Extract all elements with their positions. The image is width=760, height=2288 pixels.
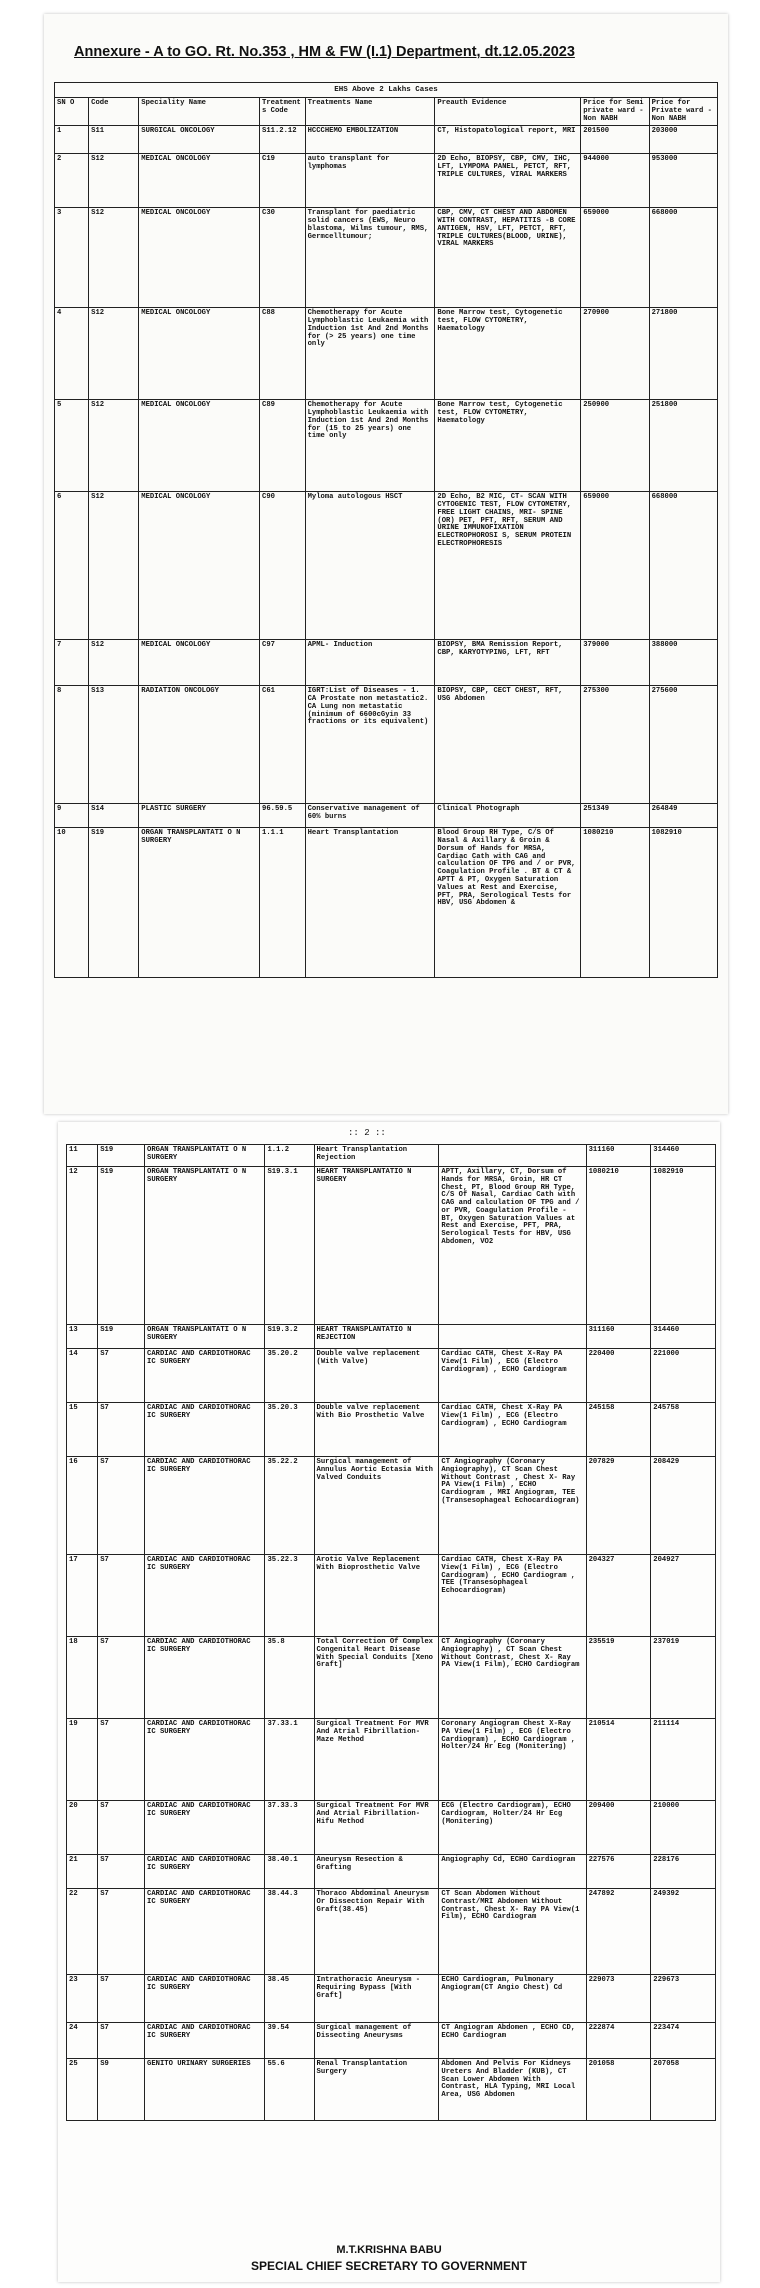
- code-cell: S7: [98, 1637, 145, 1719]
- code-cell: S7: [98, 1555, 145, 1637]
- price-private-cell: 275600: [649, 686, 717, 804]
- speciality-cell: CARDIAC AND CARDIOTHORAC IC SURGERY: [145, 1889, 265, 1975]
- preauth-evidence-cell: Cardiac CATH, Chest X-Ray PA View(1 Film) , ECG (Electro Cardiogram) , ECHO Cardiogram , TEE (Transesophageal Echocardiogram): [439, 1555, 586, 1637]
- ehs-cases-table-page-1: [54, 82, 718, 978]
- ehs-cases-table-page-2: [66, 1144, 716, 2121]
- table-body: [67, 1145, 716, 2121]
- code-cell: S12: [89, 640, 139, 686]
- sno-cell: 21: [67, 1855, 98, 1889]
- price-semi-private-cell: 250900: [581, 400, 649, 492]
- price-private-cell: 388000: [649, 640, 717, 686]
- speciality-cell: CARDIAC AND CARDIOTHORAC IC SURGERY: [145, 2023, 265, 2059]
- price-semi-private-cell: 210514: [586, 1719, 651, 1801]
- price-private-cell: 221000: [651, 1349, 716, 1403]
- treatment-name-cell: Surgical Treatment For MVR And Atrial Fibrillation- Hifu Method: [314, 1801, 439, 1855]
- column-header-preauth-evidence: Preauth Evidence: [435, 98, 581, 126]
- treatment-code-cell: C97: [260, 640, 306, 686]
- treatment-name-cell: auto transplant for lymphomas: [305, 154, 435, 208]
- table-row: [67, 1555, 716, 1637]
- table-row: [67, 1403, 716, 1457]
- table-row: [55, 154, 718, 208]
- treatment-name-cell: HCCCHEMO EMBOLIZATION: [305, 126, 435, 154]
- code-cell: S7: [98, 1457, 145, 1555]
- table-row: [67, 1719, 716, 1801]
- code-cell: S11: [89, 126, 139, 154]
- treatment-name-cell: Transplant for paediatric solid cancers (EWS, Neuro blastoma, Wilms tumour, RMS, Germcelltumour;: [305, 208, 435, 308]
- table-row: [67, 1637, 716, 1719]
- treatment-name-cell: HEART TRANSPLANTATIO N SURGERY: [314, 1167, 439, 1325]
- table-row: [67, 1975, 716, 2023]
- signatory-title: SPECIAL CHIEF SECRETARY TO GOVERNMENT: [250, 2259, 528, 2273]
- price-private-cell: 314460: [651, 1325, 716, 1349]
- sno-cell: 2: [55, 154, 89, 208]
- preauth-evidence-cell: Cardiac CATH, Chest X-Ray PA View(1 Film) , ECG (Electro Cardiogram) , ECHO Cardiogram: [439, 1349, 586, 1403]
- speciality-cell: MEDICAL ONCOLOGY: [139, 154, 260, 208]
- sno-cell: 16: [67, 1457, 98, 1555]
- price-semi-private-cell: 311160: [586, 1325, 651, 1349]
- price-private-cell: 249392: [651, 1889, 716, 1975]
- speciality-cell: CARDIAC AND CARDIOTHORAC IC SURGERY: [145, 1349, 265, 1403]
- annexure-heading: Annexure - A to GO. Rt. No.353 , HM & FW (I.1) Department, dt.12.05.2023: [74, 44, 575, 60]
- treatment-code-cell: C19: [260, 154, 306, 208]
- speciality-cell: MEDICAL ONCOLOGY: [139, 640, 260, 686]
- price-semi-private-cell: 659000: [581, 208, 649, 308]
- speciality-cell: MEDICAL ONCOLOGY: [139, 400, 260, 492]
- table-row: [67, 1167, 716, 1325]
- table-row: [67, 2059, 716, 2121]
- speciality-cell: CARDIAC AND CARDIOTHORAC IC SURGERY: [145, 1801, 265, 1855]
- preauth-evidence-cell: CBP, CMV, CT CHEST AND ABDOMEN WITH CONTRAST, HEPATITIS -B CORE ANTIGEN, HSV, LFT, PETCT, RFT, TRIPLE CULTURES(BLOOD, URINE), VIRAL MARKERS: [435, 208, 581, 308]
- sno-cell: 3: [55, 208, 89, 308]
- preauth-evidence-cell: BIOPSY, BMA Remission Report, CBP, KARYOTYPING, LFT, RFT: [435, 640, 581, 686]
- treatment-code-cell: 35.8: [265, 1637, 314, 1719]
- price-semi-private-cell: 209400: [586, 1801, 651, 1855]
- speciality-cell: CARDIAC AND CARDIOTHORAC IC SURGERY: [145, 1637, 265, 1719]
- preauth-evidence-cell: Cardiac CATH, Chest X-Ray PA View(1 Film) , ECG (Electro Cardiogram) , ECHO Cardiogram: [439, 1403, 586, 1457]
- price-private-cell: 264849: [649, 804, 717, 828]
- treatment-name-cell: Thoraco Abdominal Aneurysm Or Dissection Repair With Graft(38.45): [314, 1889, 439, 1975]
- sno-cell: 23: [67, 1975, 98, 2023]
- table-row: [67, 1801, 716, 1855]
- price-semi-private-cell: 251349: [581, 804, 649, 828]
- price-private-cell: 245758: [651, 1403, 716, 1457]
- price-private-cell: 271800: [649, 308, 717, 400]
- price-semi-private-cell: 270900: [581, 308, 649, 400]
- preauth-evidence-cell: Bone Marrow test, Cytogenetic test, FLOW CYTOMETRY, Haematology: [435, 308, 581, 400]
- table-header-row: [55, 98, 718, 126]
- treatment-name-cell: HEART TRANSPLANTATIO N REJECTION: [314, 1325, 439, 1349]
- treatment-code-cell: S11.2.12: [260, 126, 306, 154]
- price-semi-private-cell: 275300: [581, 686, 649, 804]
- price-private-cell: 210000: [651, 1801, 716, 1855]
- speciality-cell: CARDIAC AND CARDIOTHORAC IC SURGERY: [145, 1403, 265, 1457]
- preauth-evidence-cell: APTT, Axillary, CT, Dorsum of Hands for MRSA, Groin, HR CT Chest, PT, Blood Group RH Type, C/S Of Nasal, Cardiac Cath with CAG and calculation OF TPG and / or PVR, Coagulation Profile - BT, Oxygen Saturation Values at Rest and Exercise, PFT, PRA, Serological Tests for HBV, USG Abdomen, VO2: [439, 1167, 586, 1325]
- table-row: [55, 492, 718, 640]
- speciality-cell: SURGICAL ONCOLOGY: [139, 126, 260, 154]
- sno-cell: 6: [55, 492, 89, 640]
- treatment-name-cell: Chemotherapy for Acute Lymphoblastic Leukaemia with Induction 1st And 2nd Months for (> 25 years) one time only: [305, 308, 435, 400]
- treatment-code-cell: 35.22.2: [265, 1457, 314, 1555]
- code-cell: S7: [98, 1719, 145, 1801]
- treatment-name-cell: Aneurysm Resection & Grafting: [314, 1855, 439, 1889]
- price-private-cell: 229673: [651, 1975, 716, 2023]
- treatment-name-cell: Intrathoracic Aneurysm - Requiring Bypass [With Graft]: [314, 1975, 439, 2023]
- price-semi-private-cell: 1080210: [581, 828, 649, 978]
- price-private-cell: 208429: [651, 1457, 716, 1555]
- sno-cell: 10: [55, 828, 89, 978]
- price-private-cell: 204927: [651, 1555, 716, 1637]
- price-private-cell: 237019: [651, 1637, 716, 1719]
- price-private-cell: 251800: [649, 400, 717, 492]
- code-cell: S7: [98, 1889, 145, 1975]
- sno-cell: 19: [67, 1719, 98, 1801]
- treatment-name-cell: Surgical Treatment For MVR And Atrial Fibrillation- Maze Method: [314, 1719, 439, 1801]
- code-cell: S13: [89, 686, 139, 804]
- document-page-1: [44, 14, 728, 1114]
- speciality-cell: ORGAN TRANSPLANTATI O N SURGERY: [145, 1145, 265, 1167]
- treatment-code-cell: 35.20.3: [265, 1403, 314, 1457]
- price-semi-private-cell: 222874: [586, 2023, 651, 2059]
- sno-cell: 8: [55, 686, 89, 804]
- price-semi-private-cell: 659000: [581, 492, 649, 640]
- preauth-evidence-cell: Clinical Photograph: [435, 804, 581, 828]
- table-row: [67, 1349, 716, 1403]
- table-row: [55, 308, 718, 400]
- speciality-cell: RADIATION ONCOLOGY: [139, 686, 260, 804]
- treatment-name-cell: Chemotherapy for Acute Lymphoblastic Leukaemia with Induction 1st And 2nd Months for (15 to 25 years) one time only: [305, 400, 435, 492]
- treatment-name-cell: Arotic Valve Replacement With Bioprosthetic Valve: [314, 1555, 439, 1637]
- treatment-code-cell: 35.20.2: [265, 1349, 314, 1403]
- speciality-cell: CARDIAC AND CARDIOTHORAC IC SURGERY: [145, 1457, 265, 1555]
- preauth-evidence-cell: ECHO Cardiogram, Pulmonary Angiogram(CT Angio Chest) Cd: [439, 1975, 586, 2023]
- price-semi-private-cell: 944000: [581, 154, 649, 208]
- column-header-treatment-name: Treatments Name: [305, 98, 435, 126]
- sno-cell: 9: [55, 804, 89, 828]
- table-row: [67, 1145, 716, 1167]
- price-private-cell: 668000: [649, 208, 717, 308]
- treatment-name-cell: Double valve replacement (With Valve): [314, 1349, 439, 1403]
- treatment-code-cell: C88: [260, 308, 306, 400]
- code-cell: S12: [89, 154, 139, 208]
- sno-cell: 18: [67, 1637, 98, 1719]
- table-row: [55, 208, 718, 308]
- table-row: [67, 1855, 716, 1889]
- treatment-name-cell: APML- Induction: [305, 640, 435, 686]
- sno-cell: 24: [67, 2023, 98, 2059]
- code-cell: S19: [98, 1145, 145, 1167]
- speciality-cell: GENITO URINARY SURGERIES: [145, 2059, 265, 2121]
- price-private-cell: 1082910: [649, 828, 717, 978]
- sno-cell: 17: [67, 1555, 98, 1637]
- table-row: [55, 686, 718, 804]
- code-cell: S7: [98, 1403, 145, 1457]
- treatment-code-cell: C89: [260, 400, 306, 492]
- code-cell: S19: [98, 1325, 145, 1349]
- sno-cell: 11: [67, 1145, 98, 1167]
- column-header-price-private: Price for Private ward - Non NABH: [649, 98, 717, 126]
- speciality-cell: ORGAN TRANSPLANTATI O N SURGERY: [145, 1325, 265, 1349]
- preauth-evidence-cell: CT Angiography (Coronary Angiography) , CT Scan Chest Without Contrast, Chest X- Ray PA View(1 Film), ECHO Cardiogram: [439, 1637, 586, 1719]
- treatment-code-cell: 39.54: [265, 2023, 314, 2059]
- preauth-evidence-cell: [439, 1325, 586, 1349]
- treatment-name-cell: IGRT:List of Diseases - 1. CA Prostate non metastatic2. CA Lung non metastatic (minimum of 6600cGyin 33 fractions or its equivalent): [305, 686, 435, 804]
- code-cell: S7: [98, 1801, 145, 1855]
- treatment-code-cell: S19.3.1: [265, 1167, 314, 1325]
- price-private-cell: 953000: [649, 154, 717, 208]
- table-row: [67, 1325, 716, 1349]
- price-semi-private-cell: 220400: [586, 1349, 651, 1403]
- treatment-code-cell: 55.6: [265, 2059, 314, 2121]
- treatment-name-cell: Double valve replacement With Bio Prosthetic Valve: [314, 1403, 439, 1457]
- price-semi-private-cell: 1080210: [586, 1167, 651, 1325]
- price-private-cell: 668000: [649, 492, 717, 640]
- preauth-evidence-cell: Blood Group RH Type, C/S Of Nasal & Axillary & Groin & Dorsum of Hands for MRSA, Cardiac Cath with CAG and calculation OF TPG and / or PVR, Coagulation Profile . BT & CT & APTT & PT, Oxygen Saturation Values at Rest and Exercise, PFT, PRA, Serological Tests for HBV, USG Abdomen &: [435, 828, 581, 978]
- treatment-code-cell: 35.22.3: [265, 1555, 314, 1637]
- price-semi-private-cell: 235519: [586, 1637, 651, 1719]
- price-semi-private-cell: 245158: [586, 1403, 651, 1457]
- preauth-evidence-cell: 2D Echo, B2 MIC, CT- SCAN WITH CYTOGENIC TEST, FLOW CYTOMETRY, FREE LIGHT CHAINS, MRI- SPINE (OR) PET, PFT, RFT, SERUM AND URINE IMMUNOFIXATION ELECTROPHOROSI S, SERUM PROTEIN ELECTROPHORESIS: [435, 492, 581, 640]
- treatment-name-cell: Surgical management of Dissecting Aneurysms: [314, 2023, 439, 2059]
- preauth-evidence-cell: CT, Histopatological report, MRI: [435, 126, 581, 154]
- code-cell: S14: [89, 804, 139, 828]
- price-semi-private-cell: 247892: [586, 1889, 651, 1975]
- sno-cell: 22: [67, 1889, 98, 1975]
- table-row: [55, 828, 718, 978]
- page-number: :: 2 ::: [348, 1128, 386, 1138]
- treatment-name-cell: Conservative management of 60% burns: [305, 804, 435, 828]
- treatment-name-cell: Surgical management of Annulus Aortic Ectasia With Valved Conduits: [314, 1457, 439, 1555]
- price-semi-private-cell: 227576: [586, 1855, 651, 1889]
- price-semi-private-cell: 379000: [581, 640, 649, 686]
- treatment-code-cell: 38.44.3: [265, 1889, 314, 1975]
- preauth-evidence-cell: CT Angiogram Abdomen , ECHO CD, ECHO Cardiogram: [439, 2023, 586, 2059]
- speciality-cell: CARDIAC AND CARDIOTHORAC IC SURGERY: [145, 1719, 265, 1801]
- signatory-name: M.T.KRISHNA BABU: [336, 2244, 442, 2256]
- table-row: [67, 1457, 716, 1555]
- treatment-code-cell: 38.40.1: [265, 1855, 314, 1889]
- code-cell: S12: [89, 400, 139, 492]
- sno-cell: 15: [67, 1403, 98, 1457]
- code-cell: S7: [98, 1855, 145, 1889]
- preauth-evidence-cell: Bone Marrow test, Cytogenetic test, FLOW CYTOMETRY, Haematology: [435, 400, 581, 492]
- price-private-cell: 1082910: [651, 1167, 716, 1325]
- speciality-cell: MEDICAL ONCOLOGY: [139, 492, 260, 640]
- code-cell: S12: [89, 208, 139, 308]
- sno-cell: 25: [67, 2059, 98, 2121]
- table-row: [55, 804, 718, 828]
- treatment-code-cell: 37.33.1: [265, 1719, 314, 1801]
- speciality-cell: CARDIAC AND CARDIOTHORAC IC SURGERY: [145, 1975, 265, 2023]
- table-row: [55, 400, 718, 492]
- speciality-cell: ORGAN TRANSPLANTATI O N SURGERY: [145, 1167, 265, 1325]
- sno-cell: 7: [55, 640, 89, 686]
- document-page-2: [58, 1122, 720, 2282]
- preauth-evidence-cell: 2D Echo, BIOPSY, CBP, CMV, IHC, LFT, LYMPOMA PANEL, PETCT, RFT, TRIPLE CULTURES, VIRAL MARKERS: [435, 154, 581, 208]
- table-row: [67, 1889, 716, 1975]
- sno-cell: 20: [67, 1801, 98, 1855]
- price-semi-private-cell: 311160: [586, 1145, 651, 1167]
- preauth-evidence-cell: Abdomen And Pelvis For Kidneys Ureters And Bladder (KUB), CT Scan Lower Abdomen With Contrast, HLA Typing, MRI Local Area, USG Abdomen: [439, 2059, 586, 2121]
- preauth-evidence-cell: CT Scan Abdomen Without Contrast/MRI Abdomen Without Contrast, Chest X- Ray PA View(1 Film), ECHO Cardiogram: [439, 1889, 586, 1975]
- code-cell: S12: [89, 308, 139, 400]
- treatment-code-cell: 37.33.3: [265, 1801, 314, 1855]
- price-private-cell: 207058: [651, 2059, 716, 2121]
- code-cell: S9: [98, 2059, 145, 2121]
- table-row: [55, 126, 718, 154]
- table-caption: EHS Above 2 Lakhs Cases: [55, 83, 718, 98]
- price-semi-private-cell: 204327: [586, 1555, 651, 1637]
- preauth-evidence-cell: Angiography Cd, ECHO Cardiogram: [439, 1855, 586, 1889]
- preauth-evidence-cell: BIOPSY, CBP, CECT CHEST, RFT, USG Abdomen: [435, 686, 581, 804]
- sno-cell: 5: [55, 400, 89, 492]
- speciality-cell: PLASTIC SURGERY: [139, 804, 260, 828]
- treatment-code-cell: C61: [260, 686, 306, 804]
- sno-cell: 12: [67, 1167, 98, 1325]
- price-private-cell: 211114: [651, 1719, 716, 1801]
- column-header-code: Code: [89, 98, 139, 126]
- preauth-evidence-cell: Coronary Angiogram Chest X-Ray PA View(1 Film) , ECG (Electro Cardiogram) , ECHO Cardiogram , Holter/24 Hr Ecg (Monitering): [439, 1719, 586, 1801]
- column-header-treatment-code: Treatment s Code: [260, 98, 306, 126]
- code-cell: S19: [98, 1167, 145, 1325]
- code-cell: S19: [89, 828, 139, 978]
- treatment-code-cell: S19.3.2: [265, 1325, 314, 1349]
- table-body: [55, 126, 718, 978]
- speciality-cell: CARDIAC AND CARDIOTHORAC IC SURGERY: [145, 1555, 265, 1637]
- sno-cell: 1: [55, 126, 89, 154]
- treatment-code-cell: 96.59.5: [260, 804, 306, 828]
- table-row: [67, 2023, 716, 2059]
- code-cell: S12: [89, 492, 139, 640]
- preauth-evidence-cell: ECG (Electro Cardiogram), ECHO Cardiogram, Holter/24 Hr Ecg (Monitering): [439, 1801, 586, 1855]
- code-cell: S7: [98, 1349, 145, 1403]
- treatment-code-cell: C90: [260, 492, 306, 640]
- treatment-name-cell: Heart Transplantation Rejection: [314, 1145, 439, 1167]
- treatment-name-cell: Myloma autologous HSCT: [305, 492, 435, 640]
- speciality-cell: MEDICAL ONCOLOGY: [139, 208, 260, 308]
- speciality-cell: CARDIAC AND CARDIOTHORAC IC SURGERY: [145, 1855, 265, 1889]
- price-private-cell: 228176: [651, 1855, 716, 1889]
- code-cell: S7: [98, 2023, 145, 2059]
- price-private-cell: 314460: [651, 1145, 716, 1167]
- code-cell: S7: [98, 1975, 145, 2023]
- preauth-evidence-cell: CT Angiography (Coronary Angiography), CT Scan Chest Without Contrast , Chest X- Ray PA View(1 Film) , ECHO Cardiogram , MRI Angiogram, TEE (Transesophageal Echocardiogram): [439, 1457, 586, 1555]
- treatment-code-cell: C30: [260, 208, 306, 308]
- treatment-name-cell: Total Correction Of Complex Congenital Heart Disease With Special Conduits [Xeno Graft]: [314, 1637, 439, 1719]
- column-header-price-semi-private: Price for Semi private ward - Non NABH: [581, 98, 649, 126]
- treatment-code-cell: 38.45: [265, 1975, 314, 2023]
- price-semi-private-cell: 207829: [586, 1457, 651, 1555]
- speciality-cell: ORGAN TRANSPLANTATI O N SURGERY: [139, 828, 260, 978]
- speciality-cell: MEDICAL ONCOLOGY: [139, 308, 260, 400]
- treatment-code-cell: 1.1.2: [265, 1145, 314, 1167]
- treatment-code-cell: 1.1.1: [260, 828, 306, 978]
- column-header-sno: SN O: [55, 98, 89, 126]
- price-private-cell: 203000: [649, 126, 717, 154]
- price-private-cell: 223474: [651, 2023, 716, 2059]
- table-row: [55, 640, 718, 686]
- sno-cell: 14: [67, 1349, 98, 1403]
- column-header-speciality: Speciality Name: [139, 98, 260, 126]
- price-semi-private-cell: 201500: [581, 126, 649, 154]
- price-semi-private-cell: 229073: [586, 1975, 651, 2023]
- price-semi-private-cell: 201058: [586, 2059, 651, 2121]
- treatment-name-cell: Renal Transplantation Surgery: [314, 2059, 439, 2121]
- sno-cell: 4: [55, 308, 89, 400]
- sno-cell: 13: [67, 1325, 98, 1349]
- preauth-evidence-cell: [439, 1145, 586, 1167]
- treatment-name-cell: Heart Transplantation: [305, 828, 435, 978]
